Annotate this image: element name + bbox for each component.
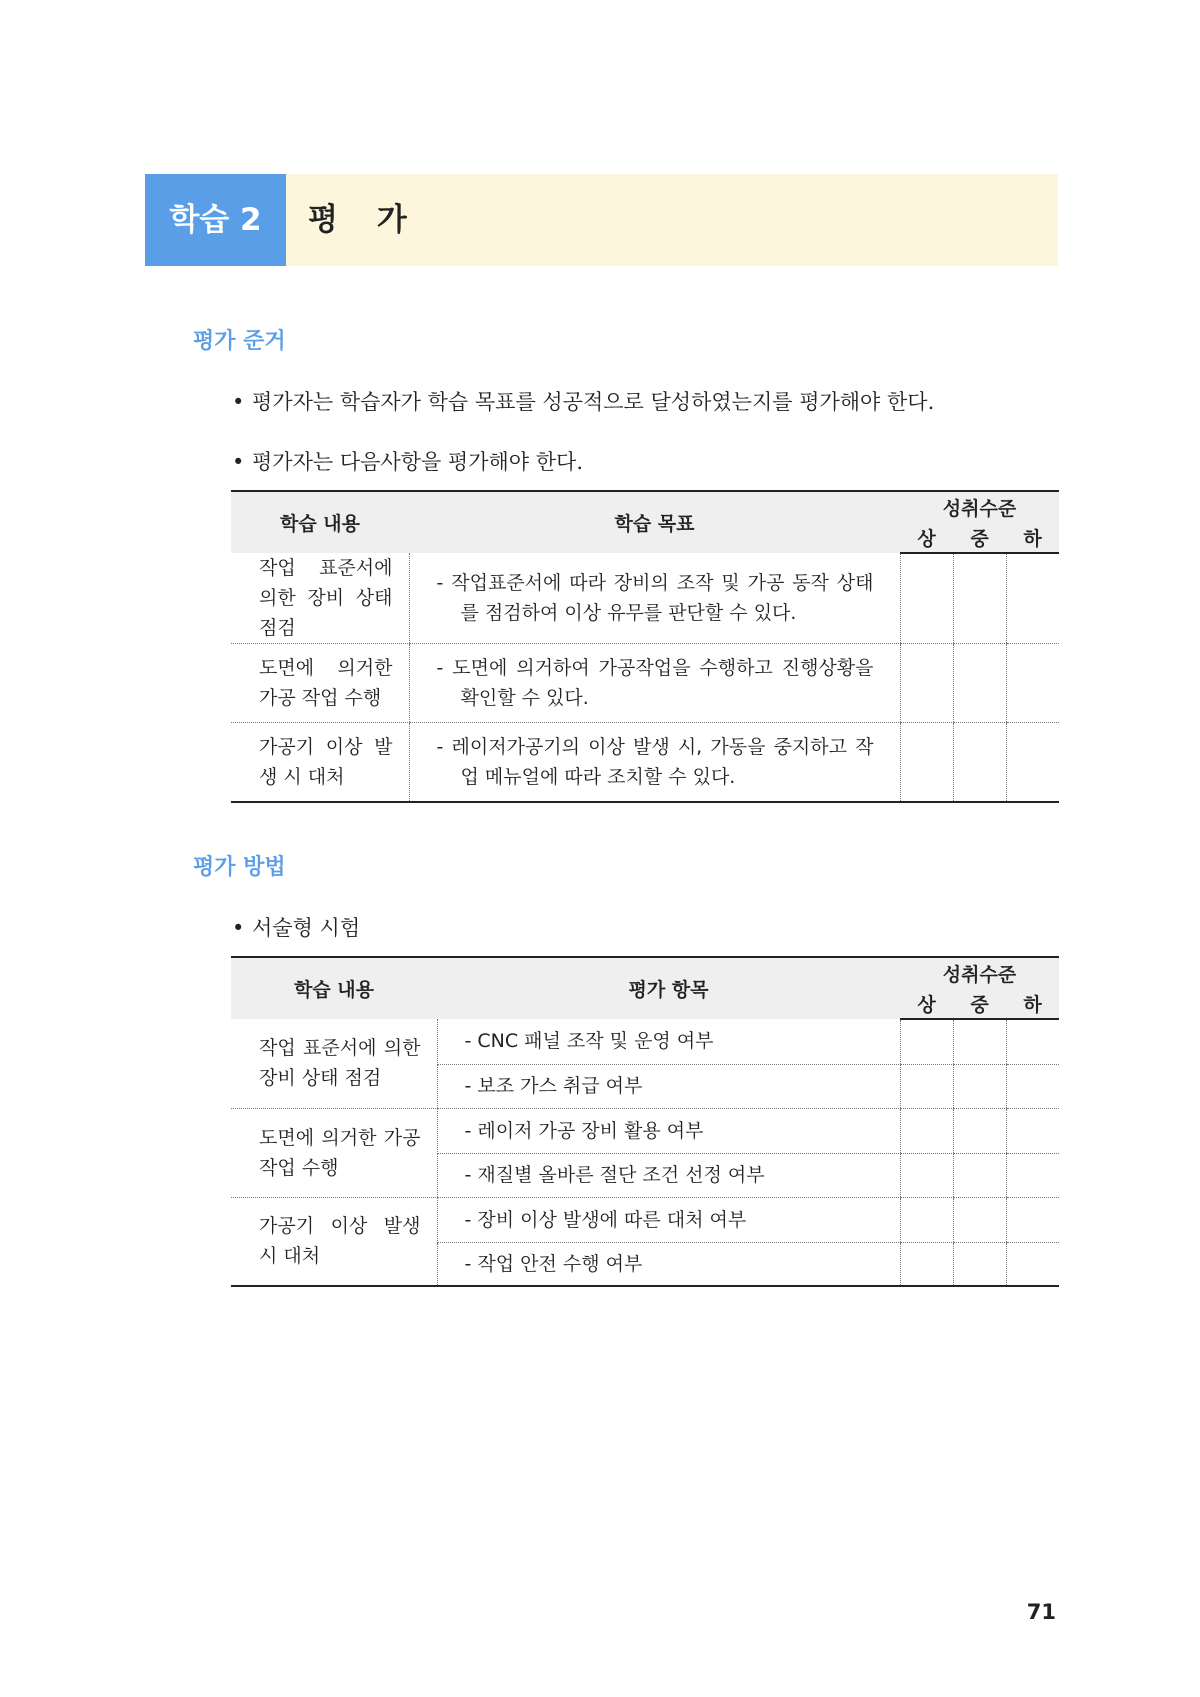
table-row bbox=[231, 1019, 1059, 1064]
row-item: - 작업 안전 수행 여부 bbox=[437, 1242, 900, 1286]
check-cell-low[interactable] bbox=[1006, 1197, 1059, 1242]
check-cell-mid[interactable] bbox=[953, 1197, 1006, 1242]
row-content: 작업 표준서에 의한 장비 상태 점검 bbox=[231, 1019, 437, 1108]
check-cell-high[interactable] bbox=[900, 1064, 953, 1108]
check-cell-mid[interactable] bbox=[953, 644, 1006, 723]
check-cell-high[interactable] bbox=[900, 1197, 953, 1242]
method-bullet-1: • 서술형 시험 bbox=[232, 916, 361, 940]
check-cell-low[interactable] bbox=[1006, 644, 1059, 723]
col-header-item: 평가 항목 bbox=[437, 957, 900, 1019]
row-item: - 보조 가스 취급 여부 bbox=[437, 1064, 900, 1108]
check-cell-mid[interactable] bbox=[953, 553, 1006, 644]
row-item: - 장비 이상 발생에 따른 대처 여부 bbox=[437, 1197, 900, 1242]
table-row bbox=[231, 644, 1059, 723]
row-content: 가공기 이상 발생 시 대처 bbox=[259, 735, 393, 788]
check-cell-high[interactable] bbox=[900, 644, 953, 723]
check-cell-low[interactable] bbox=[1006, 1153, 1059, 1197]
check-cell-high[interactable] bbox=[900, 1153, 953, 1197]
col-header-achievement: 성취수준 bbox=[900, 491, 1059, 522]
check-cell-high[interactable] bbox=[900, 1019, 953, 1064]
row-goal: - 레이저가공기의 이상 발생 시, 가동을 중지하고 작업 메뉴얼에 따라 조치할 수 있다. bbox=[436, 735, 874, 788]
check-cell-mid[interactable] bbox=[953, 1242, 1006, 1286]
check-cell-high[interactable] bbox=[900, 1242, 953, 1286]
level-low: 하 bbox=[1006, 988, 1059, 1019]
level-low: 하 bbox=[1006, 522, 1059, 553]
header-tag: 학습 2 bbox=[145, 174, 286, 266]
table-row bbox=[231, 723, 1059, 802]
check-cell-mid[interactable] bbox=[953, 1153, 1006, 1197]
level-mid: 중 bbox=[953, 988, 1006, 1019]
method-title: 평가 방법 bbox=[193, 855, 286, 880]
row-content: 도면에 의거한 가공 작업 수행 bbox=[231, 1108, 437, 1197]
bullet-dot: • bbox=[232, 916, 245, 940]
check-cell-low[interactable] bbox=[1006, 1242, 1059, 1286]
check-cell-low[interactable] bbox=[1006, 1019, 1059, 1064]
check-cell-high[interactable] bbox=[900, 553, 953, 644]
check-cell-high[interactable] bbox=[900, 1108, 953, 1153]
page-number: 71 bbox=[1026, 1600, 1056, 1624]
check-cell-mid[interactable] bbox=[953, 1019, 1006, 1064]
criteria-bullet-1: • 평가자는 학습자가 학습 목표를 성공적으로 달성하였는지를 평가해야 한다. bbox=[232, 390, 935, 414]
check-cell-high[interactable] bbox=[900, 723, 953, 802]
level-high: 상 bbox=[900, 522, 953, 553]
check-cell-mid[interactable] bbox=[953, 1064, 1006, 1108]
criteria-table bbox=[231, 490, 1059, 803]
row-goal: - 작업표준서에 따라 장비의 조작 및 가공 동작 상태를 점검하여 이상 유무를 판단할 수 있다. bbox=[436, 572, 874, 624]
row-content: 작업 표준서에 의한 장비 상태 점검 bbox=[231, 553, 409, 644]
row-goal: - 도면에 의거하여 가공작업을 수행하고 진행상황을 확인할 수 있다. bbox=[436, 657, 874, 709]
check-cell-mid[interactable] bbox=[953, 723, 1006, 802]
row-item: - 레이저 가공 장비 활용 여부 bbox=[437, 1108, 900, 1153]
level-mid: 중 bbox=[953, 522, 1006, 553]
table-row bbox=[231, 553, 1059, 644]
row-item: - 재질별 올바른 절단 조건 선정 여부 bbox=[437, 1153, 900, 1197]
col-header-achievement: 성취수준 bbox=[900, 957, 1059, 988]
table-row bbox=[231, 1108, 1059, 1153]
bullet-dot: • bbox=[232, 390, 245, 414]
bullet-dot: • bbox=[232, 450, 245, 474]
criteria-bullet-2: • 평가자는 다음사항을 평가해야 한다. bbox=[232, 450, 583, 474]
criteria-title: 평가 준거 bbox=[193, 329, 286, 354]
section-header bbox=[145, 174, 1058, 266]
method-table bbox=[231, 956, 1059, 1287]
col-header-content: 학습 내용 bbox=[231, 491, 409, 553]
check-cell-low[interactable] bbox=[1006, 723, 1059, 802]
check-cell-mid[interactable] bbox=[953, 1108, 1006, 1153]
check-cell-low[interactable] bbox=[1006, 1108, 1059, 1153]
col-header-goal: 학습 목표 bbox=[409, 491, 900, 553]
row-item: - CNC 패널 조작 및 운영 여부 bbox=[437, 1019, 900, 1064]
row-content: 도면에 의거한 가공 작업 수행 bbox=[231, 644, 409, 723]
check-cell-low[interactable] bbox=[1006, 553, 1059, 644]
col-header-content: 학습 내용 bbox=[231, 957, 437, 1019]
level-high: 상 bbox=[900, 988, 953, 1019]
row-content: 가공기 이상 발생 시 대처 bbox=[231, 1197, 437, 1286]
check-cell-low[interactable] bbox=[1006, 1064, 1059, 1108]
header-title: 평 가 bbox=[286, 174, 1058, 266]
table-row bbox=[231, 1197, 1059, 1242]
